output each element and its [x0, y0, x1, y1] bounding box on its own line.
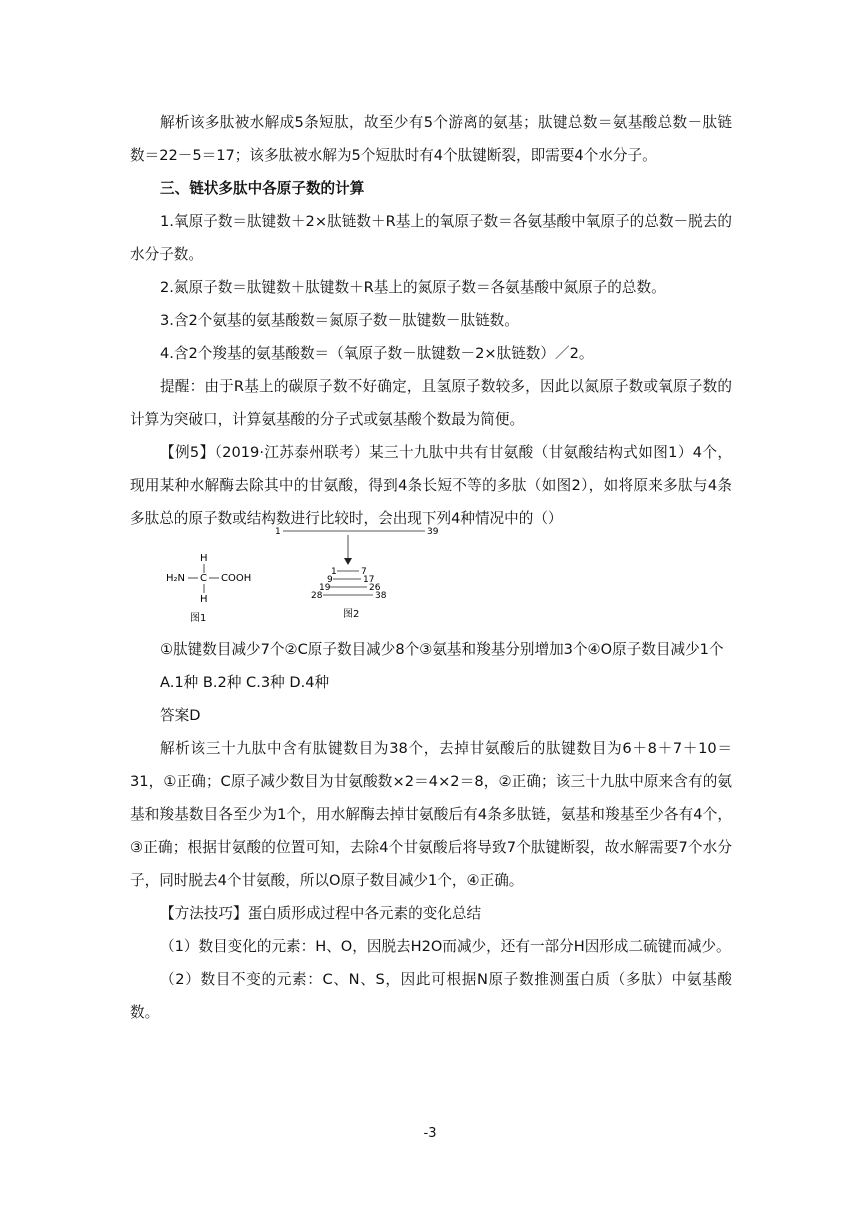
fig2-seg3-end: 26 [369, 583, 381, 593]
rule-two-carboxyl: 4.含2个羧基的氨基酸数＝（氧原子数－肽键数－2×肽链数）／2。 [160, 345, 594, 362]
figures-row [130, 527, 732, 633]
example-5-statements: ①肽键数目减少7个②C原子数目减少8个③氨基和羧基分别增加3个④O原子数目减少1个 [160, 641, 724, 658]
rule-two-amino: 3.含2个氨基的氨基酸数＝氮原子数－肽键数－肽链数。 [160, 312, 519, 329]
page-content [130, 106, 732, 1029]
fig2-seg4-end: 38 [375, 591, 387, 601]
method-tips-title: 【方法技巧】蛋白质形成过程中各元素的变化总结 [160, 905, 482, 922]
fig2-end: 39 [427, 527, 439, 537]
fig2-seg1-end: 7 [361, 567, 367, 577]
fig1-caption: 图1 [190, 613, 207, 624]
fig1-h2n: H₂N [166, 573, 186, 584]
page-number: -3 [423, 1126, 437, 1141]
rule-nitrogen: 2.氮原子数＝肽键数＋肽键数＋R基上的氮原子数＝各氨基酸中氮原子的总数。 [160, 279, 666, 296]
fig2-seg1-start: 1 [331, 567, 337, 577]
rule-oxygen: 1.氧原子数＝肽键数＋2×肽链数＋R基上的氧原子数＝各氨基酸中氧原子的总数－脱去的水分子数。 [130, 213, 732, 263]
section-heading: 三、链状多肽中各原子数的计算 [160, 180, 365, 197]
example-5-options: A.1种 B.2种 C.3种 D.4种 [160, 674, 330, 691]
paragraph-analysis-1: 解析该多肽被水解成5条短肽，故至少有5个游离的氨基；肽键总数＝氨基酸总数－肽链数＝22－5＝17；该多肽被水解为5个短肽时有4个肽键断裂，即需要4个水分子。 [130, 114, 732, 164]
fig1-cooh: COOH [221, 573, 252, 584]
fig2-caption: 图2 [343, 609, 360, 620]
fig1-h-top: H [200, 553, 208, 564]
example-5-answer: 答案D [160, 707, 201, 724]
glycine-structure-figure [166, 553, 276, 633]
fig2-seg2-start: 9 [327, 575, 333, 585]
fig2-start: 1 [275, 527, 281, 537]
example-5-analysis: 解析该三十九肽中含有肽键数目为38个，去掉甘氨酸后的肽键数目为6＋8＋7＋10＝31，①正确；C原子减少数目为甘氨酸数×2＝4×2＝8，②正确；该三十九肽中原来含有的氨基和羧基数目各至少为1个，用水解酶去掉甘氨酸后有4条多肽链，氨基和羧基至少各有4个，③正确；根据甘氨酸的位置可知，去除4个甘氨酸后将导致7个肽键断裂，故水解需要7个水分子，同时脱去4个甘氨酸，所以O原子数目减少1个，④正确。 [130, 740, 732, 889]
fig2-seg3-start: 19 [319, 583, 331, 593]
fig2-seg4-start: 28 [311, 591, 323, 601]
fig1-c: C [200, 573, 207, 584]
example-5-question: 【例5】（2019·江苏泰州联考）某三十九肽中共有甘氨酸（甘氨酸结构式如图1）4个，现用某种水解酶去除其中的甘氨酸，得到4条长短不等的多肽（如图2），如将原来多肽与4条多肽总的原子数或结构数进行比较时，会出现下列4种情况中的（） [130, 444, 732, 527]
method-point-1: （1）数目变化的元素：H、O，因脱去H2O而减少，还有一部分H因形成二硫键而减少。 [160, 938, 731, 955]
method-point-2: （2）数目不变的元素：C、N、S，因此可根据N原子数推测蛋白质（多肽）中氨基酸数。 [130, 971, 732, 1021]
tip-paragraph: 提醒：由于R基上的碳原子数不好确定，且氢原子数较多，因此以氮原子数或氧原子数的计算为突破口，计算氨基酸的分子式或氨基酸个数最为简便。 [130, 378, 732, 428]
fig1-h-bottom: H [200, 594, 208, 605]
fig2-seg2-end: 17 [363, 575, 375, 585]
peptide-fragments-figure [275, 527, 475, 627]
